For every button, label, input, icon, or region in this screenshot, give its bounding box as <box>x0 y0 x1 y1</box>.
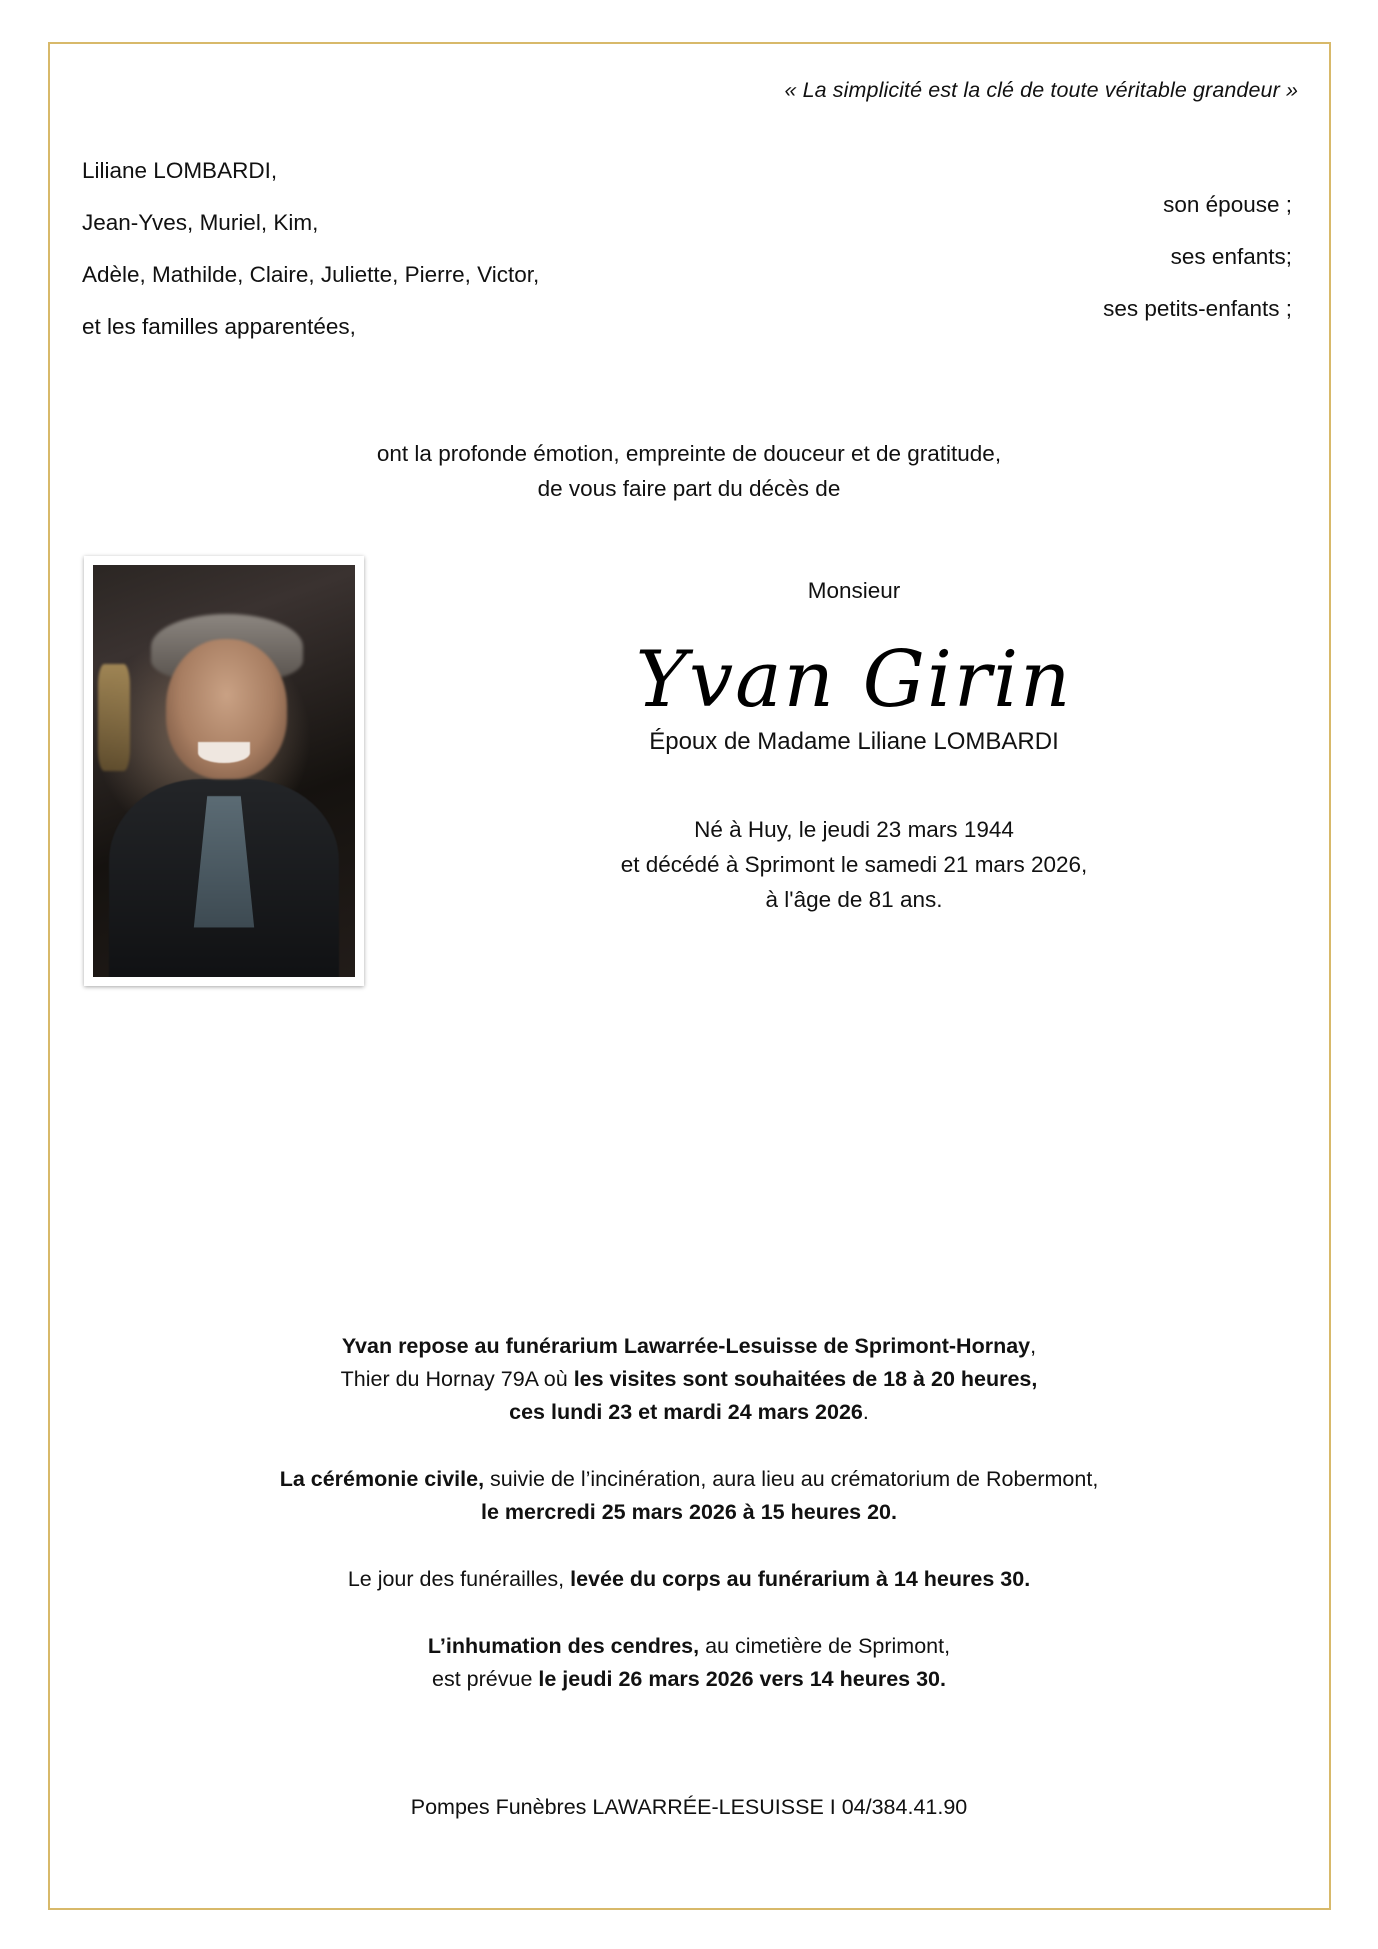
portrait-photo <box>93 565 355 977</box>
family-relation-label: ses enfants; <box>1170 244 1292 269</box>
family-member-names: Liliane LOMBARDI, <box>82 158 278 183</box>
deceased-block <box>400 578 1308 917</box>
announcement-intro-line-1: ont la profonde émotion, empreinte de douceur et de gratitude, <box>376 441 1002 466</box>
inhumation-text: est prévue <box>432 1667 539 1691</box>
family-row <box>82 158 1292 217</box>
funeral-home-footer: Pompes Funèbres LAWARRÉE-LESUISSE I 04/384.41.90 <box>410 1795 968 1819</box>
inhumation-datetime: le jeudi 26 mars 2026 vers 14 heures 30. <box>538 1667 946 1691</box>
deceased-name: Yvan Girin <box>635 635 1073 725</box>
family-relation-label: ses petits-enfants ; <box>1103 296 1292 321</box>
photo-subject-smile <box>198 742 250 763</box>
family-row <box>82 314 1292 366</box>
portrait-photo-frame <box>84 556 364 986</box>
announcement-intro <box>0 436 1378 506</box>
repose-paragraph <box>110 1330 1268 1429</box>
levee-text: Le jour des funérailles, <box>347 1567 571 1591</box>
repose-visits: les visites sont souhaitées de 18 à 20 heures, <box>573 1367 1038 1391</box>
ceremony-text: suivie de l’incinération, aura lieu au crématorium de Robermont, <box>484 1467 1099 1491</box>
ceremony-label: La cérémonie civile, <box>279 1467 485 1491</box>
repose-days: ces lundi 23 et mardi 24 mars 2026 <box>509 1400 863 1424</box>
family-row <box>82 210 1292 269</box>
family-row <box>82 262 1292 321</box>
repose-address: Thier du Hornay 79A où <box>340 1367 574 1391</box>
family-member-names: et les familles apparentées, <box>82 314 356 339</box>
repose-end-punct: . <box>862 1400 869 1424</box>
birth-line: Né à Huy, le jeudi 23 mars 1944 <box>694 816 1014 842</box>
announcement-intro-line-2: de vous faire part du décès de <box>537 476 841 501</box>
ceremony-datetime: le mercredi 25 mars 2026 à 15 heures 20. <box>481 1500 897 1524</box>
family-list <box>82 158 1292 366</box>
inhumation-place: au cimetière de Sprimont, <box>699 1634 951 1658</box>
inhumation-label: L’inhumation des cendres, <box>427 1634 700 1658</box>
age-line: à l'âge de 81 ans. <box>765 886 943 912</box>
deceased-spouse-line: Époux de Madame Liliane LOMBARDI <box>649 727 1059 755</box>
ceremony-paragraph <box>110 1463 1268 1529</box>
repose-punct: , <box>1030 1334 1037 1358</box>
deceased-dates <box>400 812 1308 917</box>
inhumation-paragraph <box>110 1630 1268 1696</box>
family-member-names: Jean-Yves, Muriel, Kim, <box>82 210 319 235</box>
funeral-details <box>110 1330 1268 1696</box>
levee-paragraph <box>110 1563 1268 1596</box>
photo-background-lamp <box>98 664 129 771</box>
epigraph-quote: « La simplicité est la clé de toute véritable grandeur » <box>784 78 1298 102</box>
death-line: et décédé à Sprimont le samedi 21 mars 2026, <box>620 851 1088 877</box>
family-relation-label: son épouse ; <box>1163 192 1292 217</box>
deceased-title: Monsieur <box>807 578 901 603</box>
family-member-names: Adèle, Mathilde, Claire, Juliette, Pierre, Victor, <box>82 262 540 287</box>
levee-datetime: levée du corps au funérarium à 14 heures 30. <box>570 1567 1031 1591</box>
repose-location: Yvan repose au funérarium Lawarrée-Lesuisse de Sprimont-Hornay <box>341 1334 1031 1358</box>
